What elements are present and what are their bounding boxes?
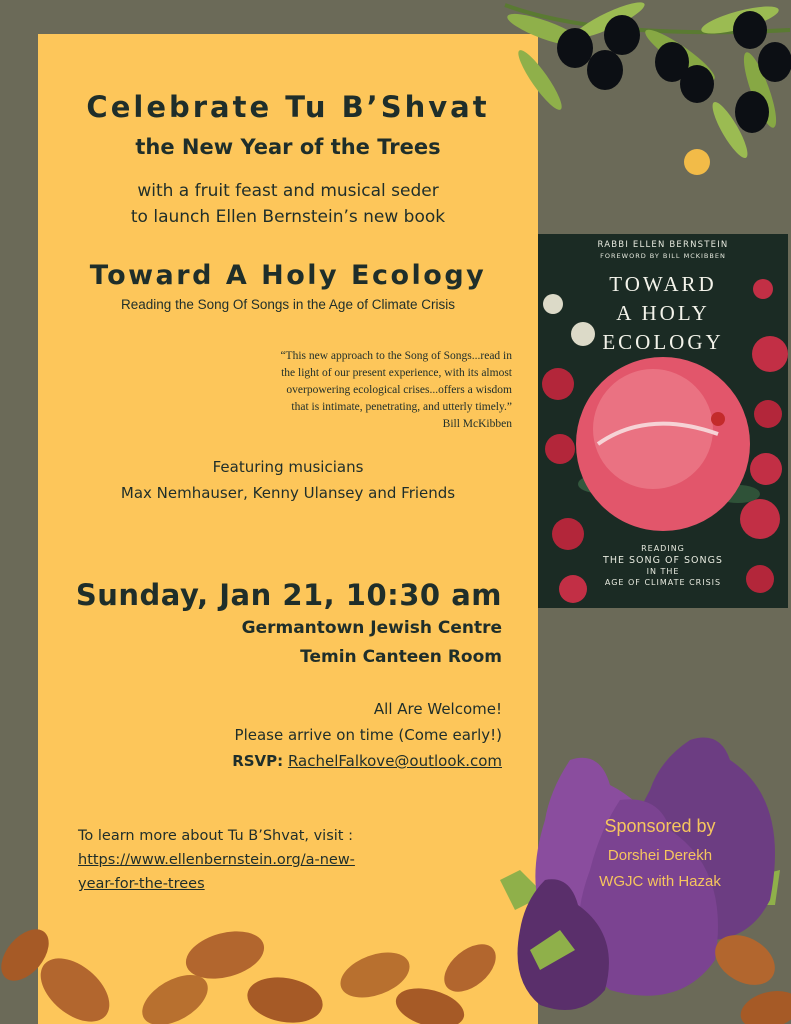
musicians-names: Max Nemhauser, Kenny Ulansey and Friends (120, 484, 456, 502)
learn-more-link[interactable]: year-for-the-trees (78, 876, 205, 892)
sponsor-line: WGJC with Hazak (599, 873, 721, 890)
venue-room: Temin Canteen Room (300, 647, 502, 667)
olive-branch-icon (504, 0, 791, 175)
quote-line: overpowering ecological crises...offers a wisdom (286, 384, 512, 396)
cover-title-line: A HOLY (616, 301, 710, 325)
sponsor-label: Sponsored by (604, 816, 716, 836)
sponsor-line: Dorshei Derekh (607, 847, 713, 864)
cover-subtitle-line: AGE OF CLIMATE CRISIS (604, 578, 722, 587)
cover-author: RABBI ELLEN BERNSTEIN (597, 240, 729, 250)
musicians-label: Featuring musicians (212, 458, 364, 476)
event-headline: Celebrate Tu B’Shvat (86, 90, 490, 124)
arrival-note: Please arrive on time (Come early!) (234, 726, 502, 744)
learn-more-text: To learn more about Tu B’Shvat, visit : (78, 828, 353, 844)
cover-subtitle-line: THE SONG OF SONGS (603, 555, 723, 566)
rsvp-label: RSVP: (232, 752, 284, 770)
cover-foreword: FOREWORD BY BILL MCKIBBEN (600, 252, 726, 260)
rsvp-email-link[interactable]: RachelFalkove@outlook.com (287, 752, 502, 770)
quote-line: “This new approach to the Song of Songs...read in (280, 350, 512, 362)
book-cover (538, 234, 788, 608)
event-description-line2: to launch Ellen Bernstein’s new book (130, 207, 446, 227)
cover-subtitle-line: READING (641, 544, 685, 553)
quote-author: Bill McKibben (442, 418, 512, 430)
book-title: Toward A Holy Ecology (89, 260, 487, 291)
event-description-line1: with a fruit feast and musical seder (137, 181, 439, 201)
cover-title-line: ECOLOGY (602, 330, 724, 354)
learn-more-link[interactable]: https://www.ellenbernstein.org/a-new- (78, 852, 355, 868)
quote-line: that is intimate, penetrating, and utterly timely.” (291, 401, 512, 413)
rsvp-line (232, 752, 502, 770)
welcome-text: All Are Welcome! (373, 700, 502, 718)
cover-title-line: TOWARD (609, 272, 717, 296)
quote-line: the light of our present experience, with its almost (281, 367, 512, 379)
event-subheadline: the New Year of the Trees (135, 135, 441, 159)
event-datetime: Sunday, Jan 21, 10:30 am (75, 578, 502, 612)
cover-subtitle-line: IN THE (646, 567, 680, 576)
book-subtitle: Reading the Song Of Songs in the Age of Climate Crisis (121, 297, 455, 312)
venue-name: Germantown Jewish Centre (241, 618, 502, 638)
